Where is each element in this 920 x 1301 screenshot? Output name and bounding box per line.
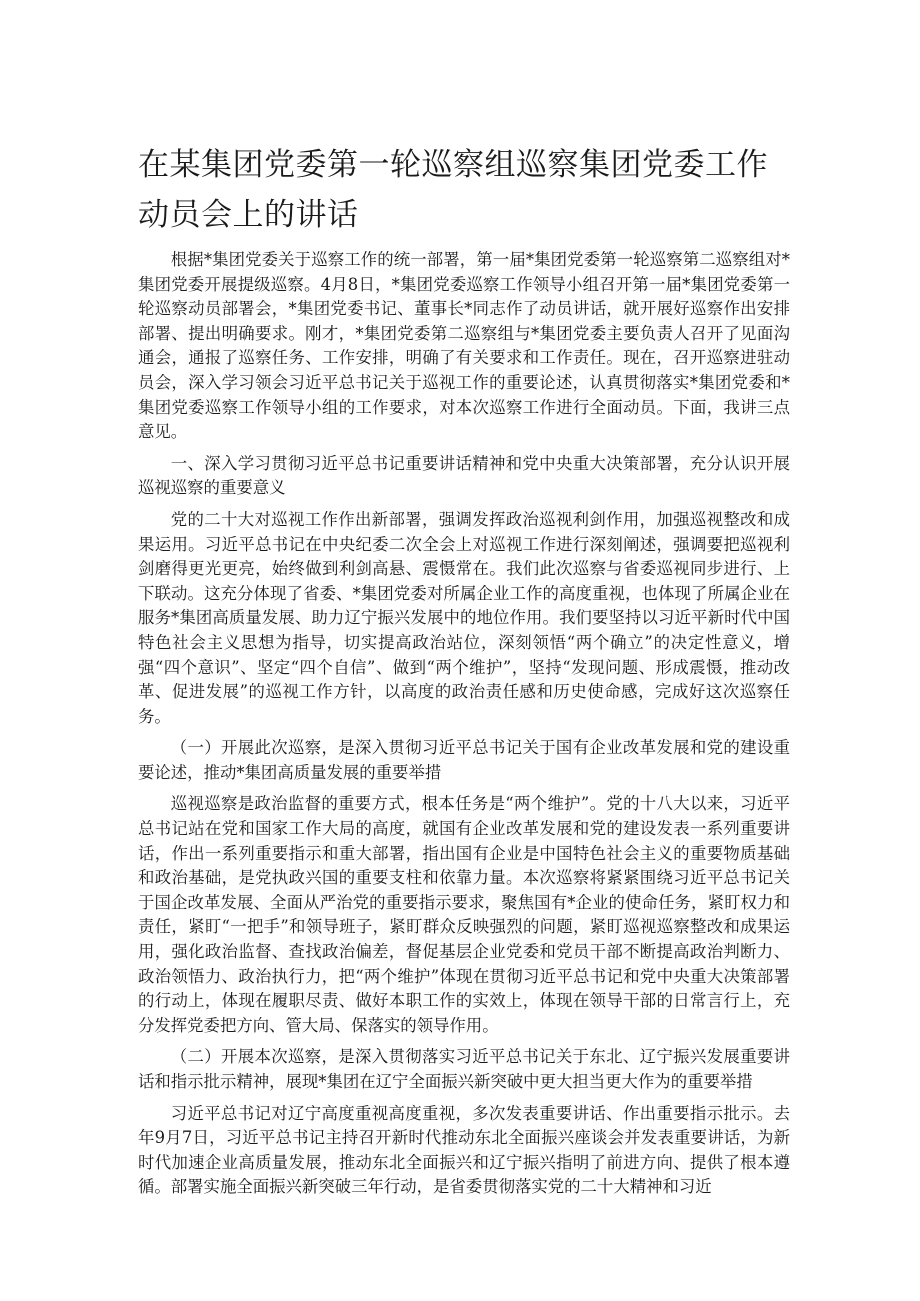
subsection-heading-2: （二）开展本次巡察，是深入贯彻落实习近平总书记关于东北、辽宁振兴发展重要讲话和指示批示精神，展现*集团在辽宁全面振兴新突破中更大担当更大作为的重要举措 xyxy=(138,1047,790,1091)
subsection-heading-1: （一）开展此次巡察，是深入贯彻习近平总书记关于国有企业改革发展和党的建设重要论述，推动*集团高质量发展的重要举措 xyxy=(138,738,790,782)
paragraph-section-1: 党的二十大对巡视工作作出新部署，强调发挥政治巡视利剑作用，加强巡视整改和成果运用。习近平总书记在中央纪委二次全会上对巡视工作进行深刻阐述，强调要把巡视利剑磨得更光更亮，始终做到利剑高悬、震慑常在。我们此次巡察与省委巡视同步进行、上下联动。这充分体现了省委、*集团党委对所属企业工作的高度重视，也体现了所属企业在服务*集团高质量发展、助力辽宁振兴发展中的地位作用。我们要坚持以习近平新时代中国特色社会主义思想为指导，切实提高政治站位，深刻领悟“两个确立”的决定性意义，增强“四个意识”、坚定“四个自信”、做到“两个维护”，坚持“发现问题、形成震慑，推动改革、促进发展”的巡视工作方针，以高度的政治责任感和历史使命感，完成好这次巡察任务。 xyxy=(138,509,790,726)
document-body xyxy=(138,248,790,1200)
paragraph-subsection-2: 习近平总书记对辽宁高度重视高度重视，多次发表重要讲话、作出重要指示批示。去年9月7日，习近平总书记主持召开新时代推动东北全面振兴座谈会并发表重要讲话，为新时代加速企业高质量发展，推动东北全面振兴和辽宁振兴指明了前进方向、提供了根本遵循。部署实施全面振兴新突破三年行动，是省委贯彻落实党的二十大精神和习近 xyxy=(138,1103,790,1197)
paragraph-intro: 根据*集团党委关于巡察工作的统一部署，第一届*集团党委第一轮巡察第二巡察组对*集团党委开展提级巡察。4月8日，*集团党委巡察工作领导小组召开第一届*集团党委第一轮巡察动员部署会，*集团党委书记、董事长*同志作了动员讲话，就开展好巡察作出安排部署、提出明确要求。刚才，*集团党委第二巡察组与*集团党委主要负责人召开了见面沟通会，通报了巡察任务、工作安排，明确了有关要求和工作责任。现在，召开巡察进驻动员会，深入学习领会习近平总书记关于巡视工作的重要论述，认真贯彻落实*集团党委和*集团党委巡察工作领导小组的工作要求，对本次巡察工作进行全面动员。下面，我讲三点意见。 xyxy=(138,250,790,442)
paragraph-subsection-1: 巡视巡察是政治监督的重要方式，根本任务是“两个维护”。党的十八大以来，习近平总书记站在党和国家工作大局的高度，就国有企业改革发展和党的建设发表一系列重要讲话，作出一系列重要指示和重大部署，指出国有企业是中国特色社会主义的重要物质基础和政治基础，是党执政兴国的重要支柱和依靠力量。本次巡察将紧紧围绕习近平总书记关于国企改革发展、全面从严治党的重要指示要求，聚焦国有*企业的使命任务，紧盯权力和责任，紧盯“一把手”和领导班子，紧盯群众反映强烈的问题，紧盯巡视巡察整改和成果运用，强化政治监督、查找政治偏差，督促基层企业党委和党员干部不断提高政治判断力、政治领悟力、政治执行力，把“两个维护”体现在贯彻习近平总书记和党中央重大决策部署的行动上，体现在履职尽责、做好本职工作的实效上，体现在领导干部的日常言行上，充分发挥党委把方向、管大局、保落实的领导作用。 xyxy=(138,794,790,1035)
document-title: 在某集团党委第一轮巡察组巡察集团党委工作动员会上的讲话 xyxy=(138,147,768,233)
section-heading-1: 一、深入学习贯彻习近平总书记重要讲话精神和党中央重大决策部署，充分认识开展巡视巡察的重要意义 xyxy=(138,453,790,498)
